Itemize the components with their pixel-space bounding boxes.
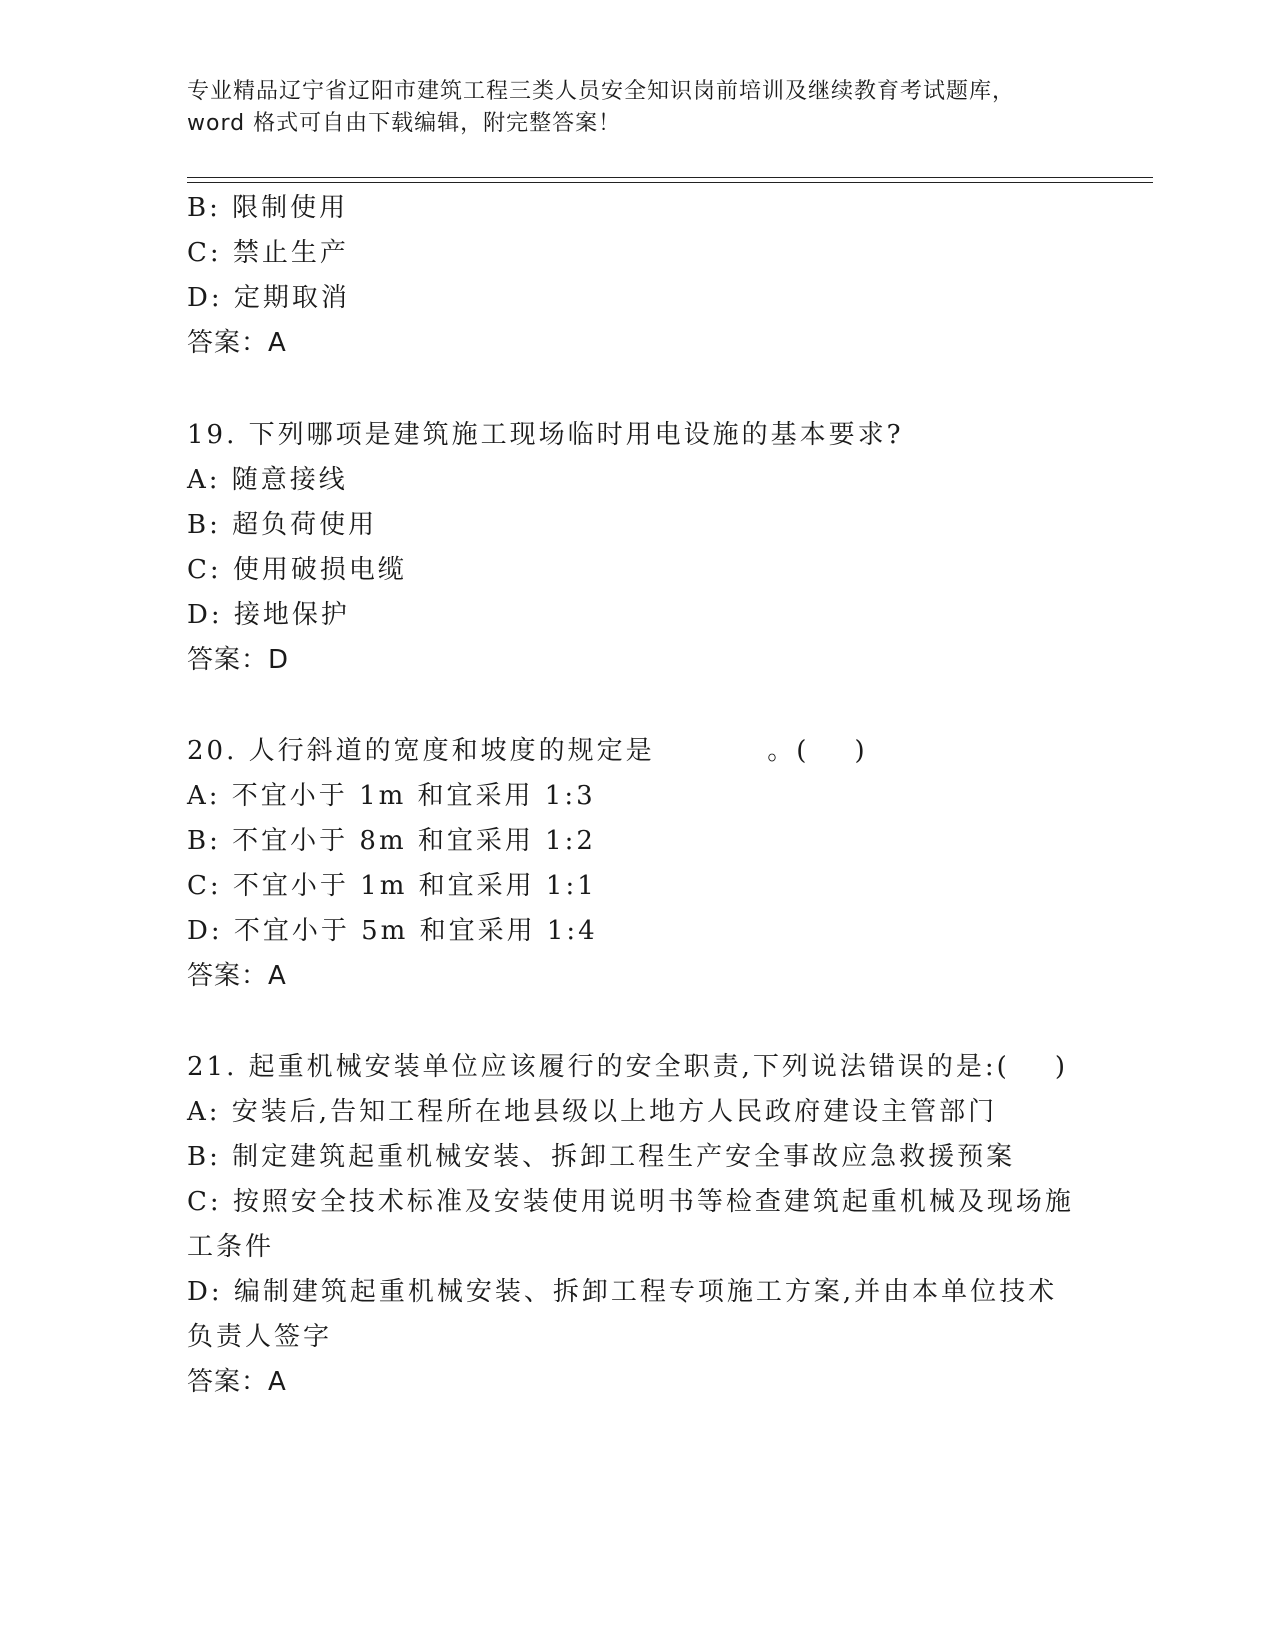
- q19-option-b: B: 超负荷使用: [187, 510, 378, 540]
- document-header: [187, 76, 1087, 140]
- prev-option-b: B: 限制使用: [187, 193, 349, 223]
- q20-option-d: D: 不宜小于 5m 和宜采用 1:4: [187, 916, 598, 946]
- q20-option-b: B: 不宜小于 8m 和宜采用 1:2: [187, 826, 596, 856]
- q21-answer: 答案：A: [187, 1367, 287, 1397]
- q19-stem: 19. 下列哪项是建筑施工现场临时用电设施的基本要求?: [187, 420, 904, 450]
- q19-answer: 答案：D: [187, 645, 290, 675]
- q19-option-c: C: 使用破损电缆: [187, 555, 407, 585]
- q19-option-d: D: 接地保护: [187, 600, 350, 630]
- q21-stem: 21. 起重机械安装单位应该履行的安全职责,下列说法错误的是:( ): [187, 1052, 1068, 1082]
- header-line-2: word 格式可自由下载编辑，附完整答案！: [187, 111, 622, 136]
- q20-option-a: A: 不宜小于 1m 和宜采用 1:3: [187, 781, 596, 811]
- header-divider-bottom: [187, 182, 1153, 183]
- header-divider-top: [187, 177, 1153, 178]
- header-line-1: 专业精品辽宁省辽阳市建筑工程三类人员安全知识岗前培训及继续教育考试题库，: [187, 79, 1016, 104]
- q21-option-c-continued: 工条件: [187, 1232, 275, 1262]
- q21-option-d: D: 编制建筑起重机械安装、拆卸工程专项施工方案,并由本单位技术: [187, 1277, 1058, 1307]
- q21-option-b: B: 制定建筑起重机械安装、拆卸工程生产安全事故应急救援预案: [187, 1142, 1016, 1172]
- q21-option-a: A: 安装后,告知工程所在地县级以上地方人民政府建设主管部门: [187, 1097, 998, 1127]
- prev-option-d: D: 定期取消: [187, 283, 350, 313]
- q20-option-c: C: 不宜小于 1m 和宜采用 1:1: [187, 871, 597, 901]
- q20-answer: 答案：A: [187, 961, 287, 991]
- q21-option-d-continued: 负责人签字: [187, 1322, 333, 1352]
- q19-option-a: A: 随意接线: [187, 465, 348, 495]
- prev-option-c: C: 禁止生产: [187, 238, 349, 268]
- q21-option-c: C: 按照安全技术标准及安装使用说明书等检查建筑起重机械及现场施: [187, 1187, 1074, 1217]
- q20-stem: 20. 人行斜道的宽度和坡度的规定是 。( ): [187, 736, 868, 766]
- prev-answer: 答案：A: [187, 328, 287, 358]
